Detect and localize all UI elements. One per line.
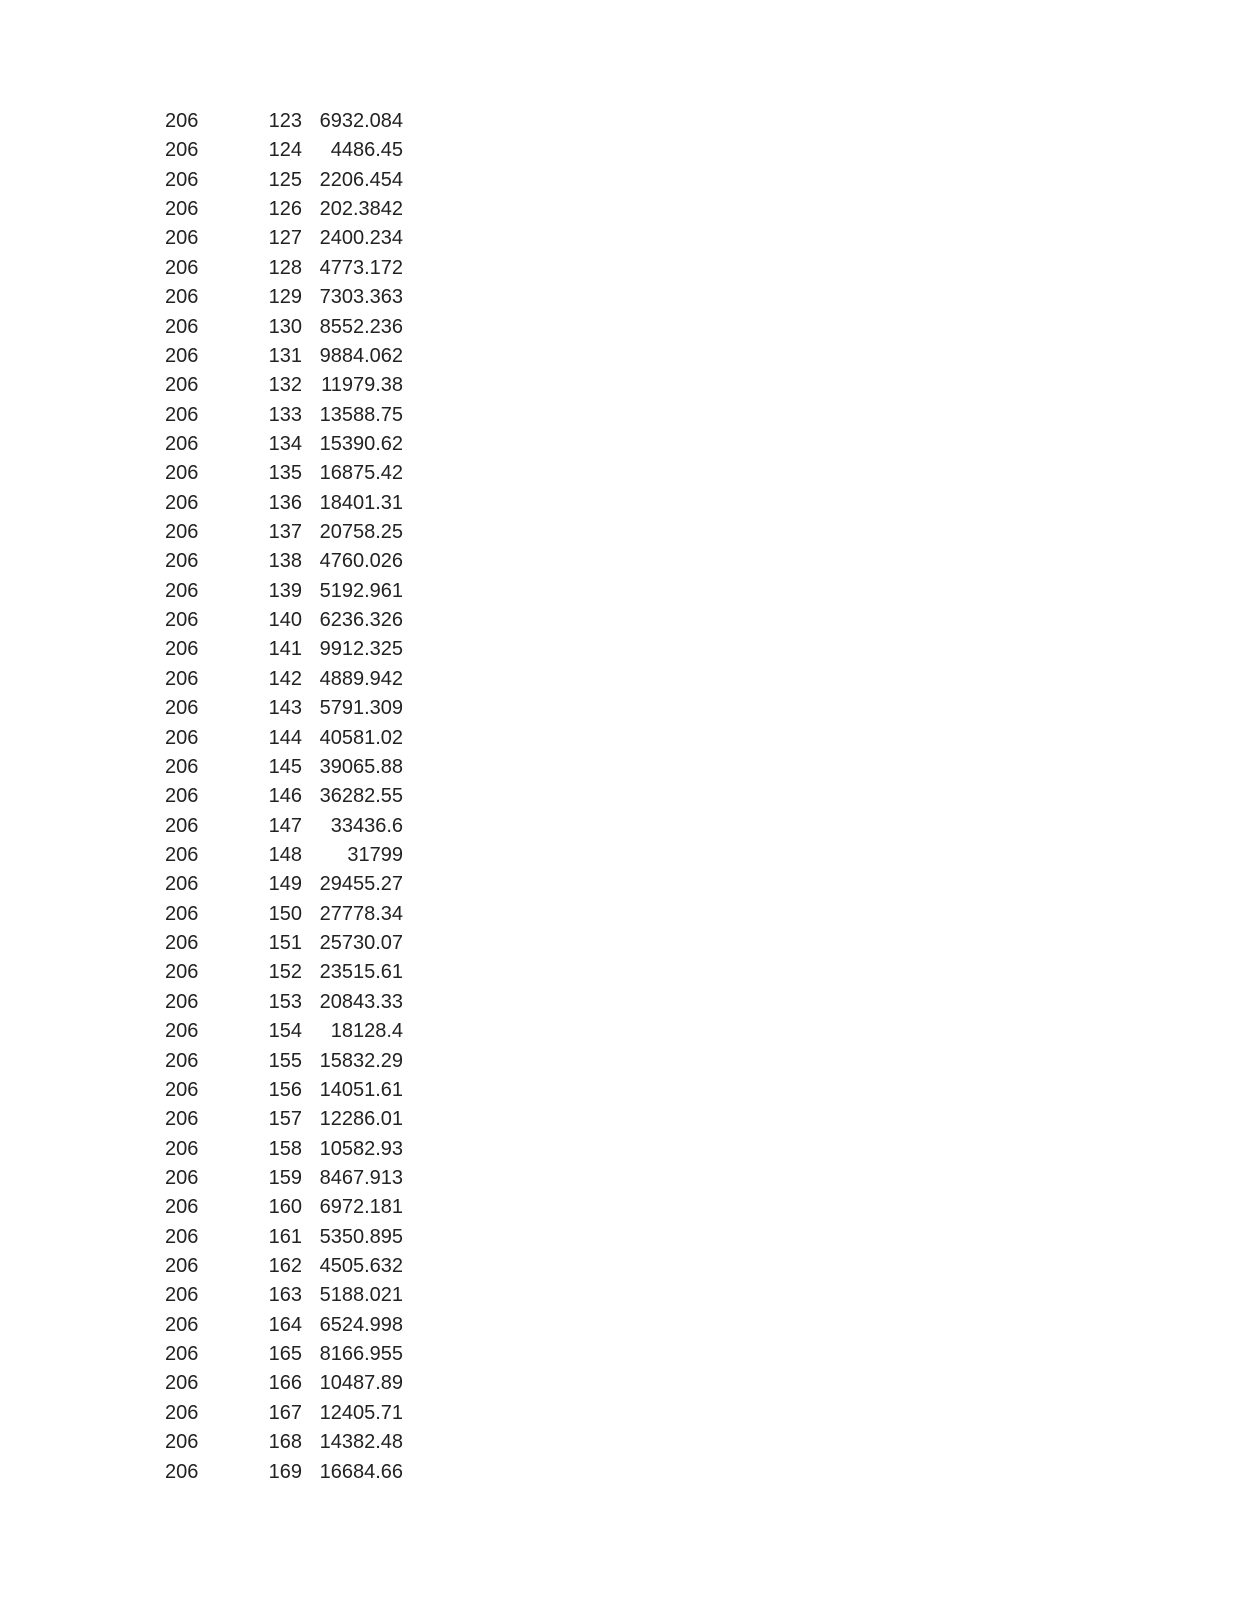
table-cell-col-2: 142 (268, 667, 302, 690)
table-cell-col-2: 136 (268, 491, 302, 514)
table-cell-col-1: 206 (165, 755, 199, 778)
table-cell-col-2: 157 (268, 1108, 302, 1131)
table-cell-col-2: 156 (268, 1078, 302, 1101)
table-row (0, 665, 1237, 694)
table-cell-col-2: 169 (268, 1460, 302, 1483)
table-cell-col-3: 10487.89 (319, 1372, 403, 1395)
table-cell-col-3: 2206.454 (319, 168, 403, 191)
table-cell-col-1: 206 (165, 462, 199, 485)
table-row (0, 606, 1237, 635)
table-cell-col-3: 7303.363 (319, 286, 403, 309)
table-cell-col-1: 206 (165, 873, 199, 896)
table-row (0, 1369, 1237, 1398)
table-cell-col-2: 143 (268, 697, 302, 720)
table-cell-col-1: 206 (165, 286, 199, 309)
table-cell-col-3: 4760.026 (319, 550, 403, 573)
table-cell-col-1: 206 (165, 785, 199, 808)
table-cell-col-2: 144 (268, 726, 302, 749)
table-cell-col-2: 165 (268, 1343, 302, 1366)
table-cell-col-1: 206 (165, 110, 199, 132)
table-cell-col-1: 206 (165, 932, 199, 955)
table-cell-col-1: 206 (165, 344, 199, 367)
table-row (0, 724, 1237, 753)
table-cell-col-1: 206 (165, 1431, 199, 1454)
table-row (0, 1428, 1237, 1457)
table-cell-col-1: 206 (165, 579, 199, 602)
table-cell-col-2: 126 (268, 198, 302, 221)
table-cell-col-2: 155 (268, 1049, 302, 1072)
table-cell-col-2: 166 (268, 1372, 302, 1395)
table-row (0, 1164, 1237, 1193)
table-cell-col-2: 130 (268, 315, 302, 338)
table-cell-col-1: 206 (165, 609, 199, 632)
table-cell-col-2: 154 (268, 1020, 302, 1043)
table-row (0, 900, 1237, 929)
table-cell-col-1: 206 (165, 1108, 199, 1131)
table-cell-col-2: 158 (268, 1137, 302, 1160)
table-cell-col-3: 5350.895 (319, 1225, 403, 1248)
table-row (0, 107, 1237, 136)
table-cell-col-2: 132 (268, 374, 302, 397)
table-cell-col-2: 139 (268, 579, 302, 602)
table-row (0, 988, 1237, 1017)
table-cell-col-3: 14051.61 (319, 1078, 403, 1101)
table-cell-col-3: 13588.75 (319, 403, 403, 426)
table-row (0, 1458, 1237, 1487)
table-cell-col-3: 6972.181 (319, 1196, 403, 1219)
table-row (0, 195, 1237, 224)
table-cell-col-1: 206 (165, 1020, 199, 1043)
table-row (0, 1047, 1237, 1076)
table-cell-col-2: 151 (268, 932, 302, 955)
table-cell-col-3: 25730.07 (319, 932, 403, 955)
table-cell-col-2: 160 (268, 1196, 302, 1219)
table-cell-col-1: 206 (165, 491, 199, 514)
table-cell-col-2: 164 (268, 1313, 302, 1336)
table-cell-col-3: 16875.42 (319, 462, 403, 485)
table-cell-col-3: 12405.71 (319, 1401, 403, 1424)
table-cell-col-1: 206 (165, 1255, 199, 1278)
table-cell-col-1: 206 (165, 256, 199, 279)
table-row (0, 577, 1237, 606)
table-cell-col-1: 206 (165, 521, 199, 544)
table-row (0, 841, 1237, 870)
table-cell-col-1: 206 (165, 638, 199, 661)
table-cell-col-3: 15832.29 (319, 1049, 403, 1072)
table-row (0, 782, 1237, 811)
table-row (0, 870, 1237, 899)
table-cell-col-3: 20758.25 (319, 521, 403, 544)
table-row (0, 1311, 1237, 1340)
table-row (0, 1017, 1237, 1046)
table-row (0, 371, 1237, 400)
table-row (0, 224, 1237, 253)
table-cell-col-1: 206 (165, 227, 199, 250)
table-row (0, 1105, 1237, 1134)
table-cell-col-2: 135 (268, 462, 302, 485)
table-cell-col-3: 11979.38 (321, 374, 403, 397)
table-row (0, 1193, 1237, 1222)
table-cell-col-2: 140 (268, 609, 302, 632)
table-cell-col-2: 163 (268, 1284, 302, 1307)
table-cell-col-1: 206 (165, 432, 199, 455)
table-cell-col-3: 10582.93 (319, 1137, 403, 1160)
table-cell-col-1: 206 (165, 902, 199, 925)
table-row (0, 929, 1237, 958)
table-cell-col-1: 206 (165, 198, 199, 221)
table-cell-col-3: 6236.326 (319, 609, 403, 632)
table-cell-col-1: 206 (165, 1343, 199, 1366)
table-row (0, 635, 1237, 664)
table-row (0, 1252, 1237, 1281)
table-cell-col-1: 206 (165, 697, 199, 720)
table-row (0, 958, 1237, 987)
data-table (0, 107, 1237, 1487)
table-row (0, 1340, 1237, 1369)
table-cell-col-3: 4889.942 (319, 667, 403, 690)
table-row (0, 342, 1237, 371)
table-row (0, 254, 1237, 283)
table-cell-col-1: 206 (165, 1049, 199, 1072)
table-cell-col-3: 2400.234 (319, 227, 403, 250)
table-cell-col-3: 39065.88 (319, 755, 403, 778)
table-cell-col-3: 8467.913 (319, 1166, 403, 1189)
table-cell-col-1: 206 (165, 1196, 199, 1219)
table-cell-col-3: 9912.325 (319, 638, 403, 661)
table-cell-col-2: 123 (268, 110, 302, 132)
table-cell-col-2: 150 (268, 902, 302, 925)
table-row (0, 283, 1237, 312)
table-row (0, 166, 1237, 195)
table-cell-col-3: 12286.01 (319, 1108, 403, 1131)
table-cell-col-3: 18128.4 (330, 1020, 403, 1043)
table-cell-col-2: 145 (268, 755, 302, 778)
table-row (0, 430, 1237, 459)
table-row (0, 1281, 1237, 1310)
table-cell-col-2: 161 (268, 1225, 302, 1248)
table-cell-col-3: 4486.45 (330, 139, 403, 162)
table-cell-col-2: 159 (268, 1166, 302, 1189)
table-cell-col-2: 168 (268, 1431, 302, 1454)
table-cell-col-2: 152 (268, 961, 302, 984)
table-cell-col-1: 206 (165, 168, 199, 191)
table-cell-col-3: 29455.27 (319, 873, 403, 896)
table-cell-col-3: 40581.02 (319, 726, 403, 749)
table-cell-col-1: 206 (165, 1225, 199, 1248)
table-cell-col-1: 206 (165, 814, 199, 837)
table-cell-col-3: 20843.33 (319, 990, 403, 1013)
table-cell-col-2: 128 (268, 256, 302, 279)
table-cell-col-3: 23515.61 (319, 961, 403, 984)
table-cell-col-2: 146 (268, 785, 302, 808)
table-cell-col-3: 6932.084 (319, 110, 403, 132)
table-row (0, 136, 1237, 165)
table-cell-col-1: 206 (165, 1137, 199, 1160)
table-cell-col-2: 124 (268, 139, 302, 162)
table-cell-col-1: 206 (165, 550, 199, 573)
table-cell-col-3: 14382.48 (319, 1431, 403, 1454)
table-cell-col-3: 4773.172 (319, 256, 403, 279)
table-row (0, 401, 1237, 430)
table-cell-col-3: 15390.62 (319, 432, 403, 455)
table-cell-col-1: 206 (165, 843, 199, 866)
table-cell-col-3: 5791.309 (319, 697, 403, 720)
table-cell-col-1: 206 (165, 1078, 199, 1101)
table-cell-col-1: 206 (165, 961, 199, 984)
table-cell-col-1: 206 (165, 726, 199, 749)
table-cell-col-1: 206 (165, 1460, 199, 1483)
table-cell-col-3: 4505.632 (319, 1255, 403, 1278)
table-cell-col-2: 137 (268, 521, 302, 544)
table-cell-col-2: 149 (268, 873, 302, 896)
table-cell-col-2: 162 (268, 1255, 302, 1278)
table-cell-col-1: 206 (165, 990, 199, 1013)
table-cell-col-1: 206 (165, 315, 199, 338)
table-cell-col-3: 31799 (347, 843, 403, 866)
table-cell-col-3: 8552.236 (319, 315, 403, 338)
table-cell-col-2: 125 (268, 168, 302, 191)
table-row (0, 489, 1237, 518)
table-row (0, 812, 1237, 841)
table-cell-col-2: 127 (268, 227, 302, 250)
table-cell-col-1: 206 (165, 139, 199, 162)
table-cell-col-3: 27778.34 (319, 902, 403, 925)
table-cell-col-3: 9884.062 (319, 344, 403, 367)
table-row (0, 1135, 1237, 1164)
table-row (0, 459, 1237, 488)
table-cell-col-3: 6524.998 (319, 1313, 403, 1336)
table-cell-col-2: 153 (268, 990, 302, 1013)
table-cell-col-1: 206 (165, 1372, 199, 1395)
table-cell-col-2: 133 (268, 403, 302, 426)
table-row (0, 1399, 1237, 1428)
table-cell-col-2: 131 (268, 344, 302, 367)
table-cell-col-2: 147 (268, 814, 302, 837)
table-row (0, 313, 1237, 342)
table-cell-col-3: 16684.66 (319, 1460, 403, 1483)
table-cell-col-2: 134 (268, 432, 302, 455)
table-cell-col-2: 129 (268, 286, 302, 309)
table-row (0, 1223, 1237, 1252)
table-cell-col-3: 8166.955 (319, 1343, 403, 1366)
table-cell-col-3: 18401.31 (319, 491, 403, 514)
table-cell-col-2: 167 (268, 1401, 302, 1424)
table-row (0, 547, 1237, 576)
table-cell-col-2: 148 (268, 843, 302, 866)
table-cell-col-1: 206 (165, 1313, 199, 1336)
table-row (0, 694, 1237, 723)
table-cell-col-1: 206 (165, 1401, 199, 1424)
table-row (0, 753, 1237, 782)
table-cell-col-2: 141 (268, 638, 302, 661)
table-cell-col-3: 33436.6 (330, 814, 403, 837)
table-cell-col-3: 36282.55 (319, 785, 403, 808)
table-cell-col-1: 206 (165, 667, 199, 690)
table-cell-col-1: 206 (165, 1284, 199, 1307)
table-cell-col-1: 206 (165, 403, 199, 426)
table-cell-col-3: 5192.961 (319, 579, 403, 602)
table-row (0, 1076, 1237, 1105)
table-cell-col-1: 206 (165, 1166, 199, 1189)
table-cell-col-2: 138 (268, 550, 302, 573)
table-row (0, 518, 1237, 547)
table-cell-col-1: 206 (165, 374, 199, 397)
table-cell-col-3: 5188.021 (319, 1284, 403, 1307)
table-cell-col-3: 202.3842 (319, 198, 403, 221)
